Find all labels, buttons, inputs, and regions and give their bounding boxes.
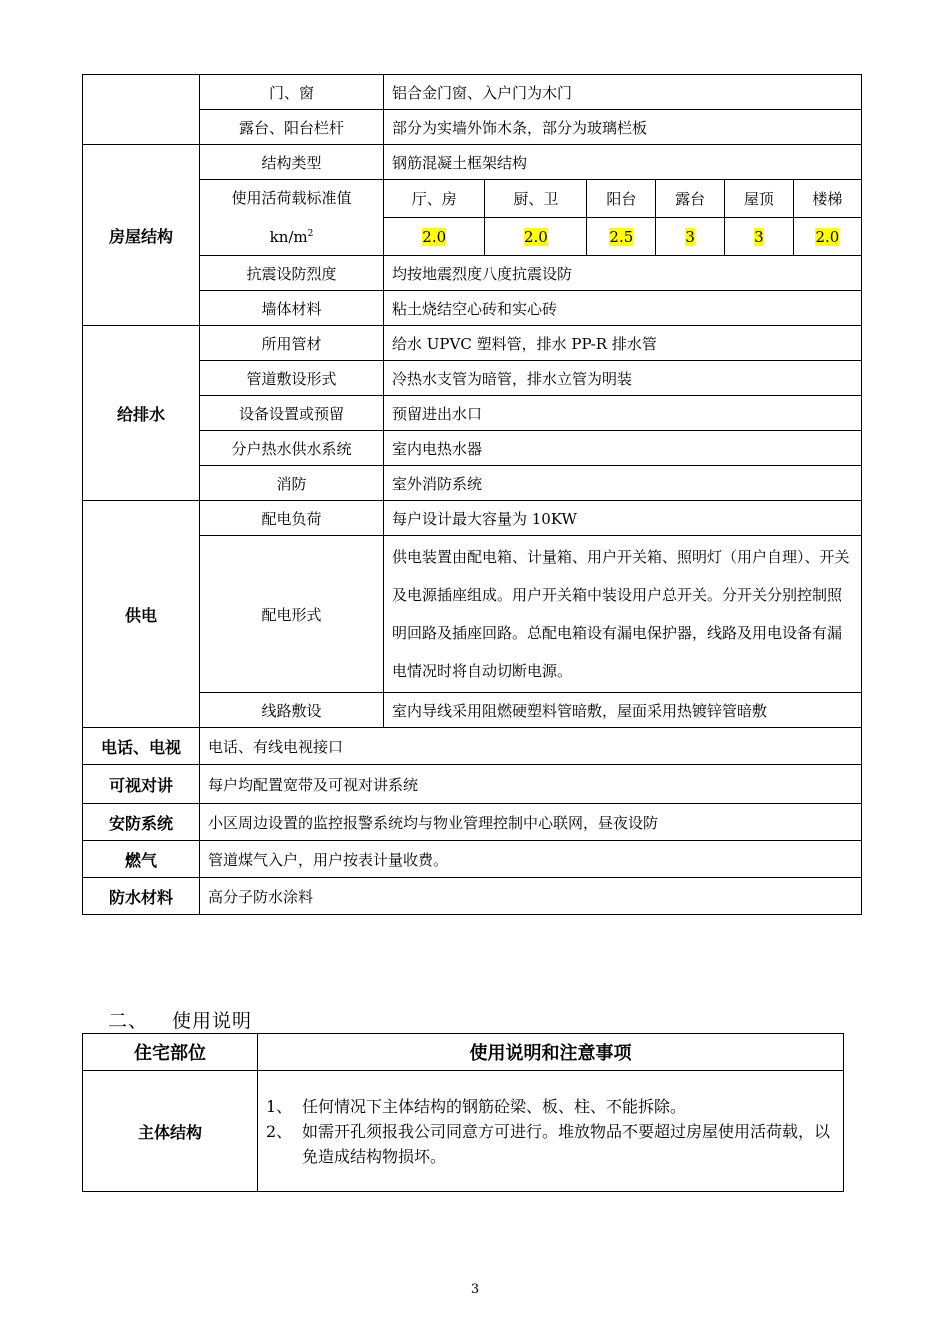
category-cell: 防水材料 (83, 878, 200, 915)
value-cell: 每户均配置宽带及可视对讲系统 (200, 765, 862, 804)
value-cell: 钢筋混凝土框架结构 (384, 145, 862, 180)
item-cell: 管道敷设形式 (200, 361, 384, 396)
item-cell: 门、窗 (200, 75, 384, 110)
note-item: 1、 任何情况下主体结构的钢筋砼梁、板、柱、不能拆除。 (266, 1096, 687, 1116)
value-cell: 室内导线采用阻燃硬塑料管暗敷，屋面采用热镀锌管暗敷 (384, 693, 862, 728)
part-cell: 主体结构 (83, 1071, 258, 1192)
table-row (83, 501, 862, 536)
value-cell: 部分为实墙外饰木条，部分为玻璃栏板 (384, 110, 862, 145)
value-cell: 小区周边设置的监控报警系统均与物业管理控制中心联网，昼夜设防 (200, 804, 862, 841)
section-heading (108, 1006, 252, 1033)
table-row (83, 536, 862, 693)
table-row (83, 804, 862, 841)
value-cell: 高分子防水涂料 (200, 878, 862, 915)
load-value: 3 (725, 218, 794, 256)
value-cell: 给水 UPVC 塑料管，排水 PP-R 排水管 (384, 326, 862, 361)
value-cell: 均按地震烈度八度抗震设防 (384, 256, 862, 291)
note-item: 2、 如需开孔须报我公司同意方可进行。堆放物品不要超过房屋使用活荷载，以免造成结构物损坏。 (266, 1121, 831, 1166)
load-header: 屋顶 (725, 180, 794, 218)
live-load-unit: $kn/m^2$ (269, 228, 314, 246)
item-cell: 露台、阳台栏杆 (200, 110, 384, 145)
load-header: 厅、房 (384, 180, 485, 218)
item-cell: 配电负荷 (200, 501, 384, 536)
load-header: 露台 (656, 180, 725, 218)
table-row (83, 361, 862, 396)
table-row (83, 180, 862, 256)
table-row (83, 1071, 844, 1192)
column-header: 住宅部位 (83, 1034, 258, 1071)
table-row (83, 431, 862, 466)
value-cell: 室外消防系统 (384, 466, 862, 501)
item-cell: 线路敷设 (200, 693, 384, 728)
live-load-item (200, 180, 384, 256)
value-cell: 管道煤气入户，用户按表计量收费。 (200, 841, 862, 878)
table-row (83, 878, 862, 915)
load-header: 阳台 (587, 180, 656, 218)
item-cell: 消防 (200, 466, 384, 501)
table-row (83, 291, 862, 326)
value-cell: 预留进出水口 (384, 396, 862, 431)
item-cell: 抗震设防烈度 (200, 256, 384, 291)
category-structure: 房屋结构 (83, 145, 200, 326)
load-value: 2.0 (384, 218, 485, 256)
table-row (83, 693, 862, 728)
usage-table (82, 1033, 844, 1192)
notes-cell (258, 1071, 844, 1192)
category-cell-empty (83, 75, 200, 145)
category-cell: 电话、电视 (83, 728, 200, 765)
table-row (83, 466, 862, 501)
value-cell: 铝合金门窗、入户门为木门 (384, 75, 862, 110)
value-cell: 室内电热水器 (384, 431, 862, 466)
category-cell: 安防系统 (83, 804, 200, 841)
live-load-grid-cell (384, 180, 862, 256)
item-cell: 分户热水供水系统 (200, 431, 384, 466)
value-cell: 供电装置由配电箱、计量箱、用户开关箱、照明灯（用户自理）、开关及电源插座组成。用户开关箱中装设用户总开关。分开关分别控制照明回路及插座回路。总配电箱设有漏电保护器，线路及用电设备有漏电情况时将自动切断电源。 (384, 536, 862, 693)
table-row (83, 110, 862, 145)
live-load-label: 使用活荷载标准值 (231, 189, 352, 207)
item-cell: 设备设置或预留 (200, 396, 384, 431)
load-value-row (384, 218, 861, 256)
value-cell: 冷热水支管为暗管，排水立管为明装 (384, 361, 862, 396)
item-cell: 配电形式 (200, 536, 384, 693)
category-cell: 燃气 (83, 841, 200, 878)
category-power: 供电 (83, 501, 200, 728)
value-cell: 电话、有线电视接口 (200, 728, 862, 765)
category-cell: 可视对讲 (83, 765, 200, 804)
load-value: 3 (656, 218, 725, 256)
load-header: 楼梯 (793, 180, 861, 218)
section-number: 二、 (108, 1010, 149, 1032)
item-cell: 结构类型 (200, 145, 384, 180)
table-row (83, 765, 862, 804)
page-number: 3 (470, 1282, 480, 1297)
load-header: 厨、卫 (485, 180, 587, 218)
table-row (83, 75, 862, 110)
table-row (83, 728, 862, 765)
category-water: 给排水 (83, 326, 200, 501)
table-row (83, 396, 862, 431)
load-value: 2.5 (587, 218, 656, 256)
table-row (83, 256, 862, 291)
value-cell: 每户设计最大容量为 10KW (384, 501, 862, 536)
spec-table (82, 74, 862, 915)
load-value: 2.0 (793, 218, 861, 256)
load-value: 2.0 (485, 218, 587, 256)
table-header-row (83, 1034, 844, 1071)
item-cell: 所用管材 (200, 326, 384, 361)
load-header-row (384, 180, 861, 218)
live-load-grid (384, 180, 861, 255)
section-title: 使用说明 (172, 1010, 253, 1032)
table-row (83, 326, 862, 361)
value-cell: 粘土烧结空心砖和实心砖 (384, 291, 862, 326)
item-cell: 墙体材料 (200, 291, 384, 326)
table-row (83, 145, 862, 180)
table-row (83, 841, 862, 878)
column-header: 使用说明和注意事项 (258, 1034, 844, 1071)
